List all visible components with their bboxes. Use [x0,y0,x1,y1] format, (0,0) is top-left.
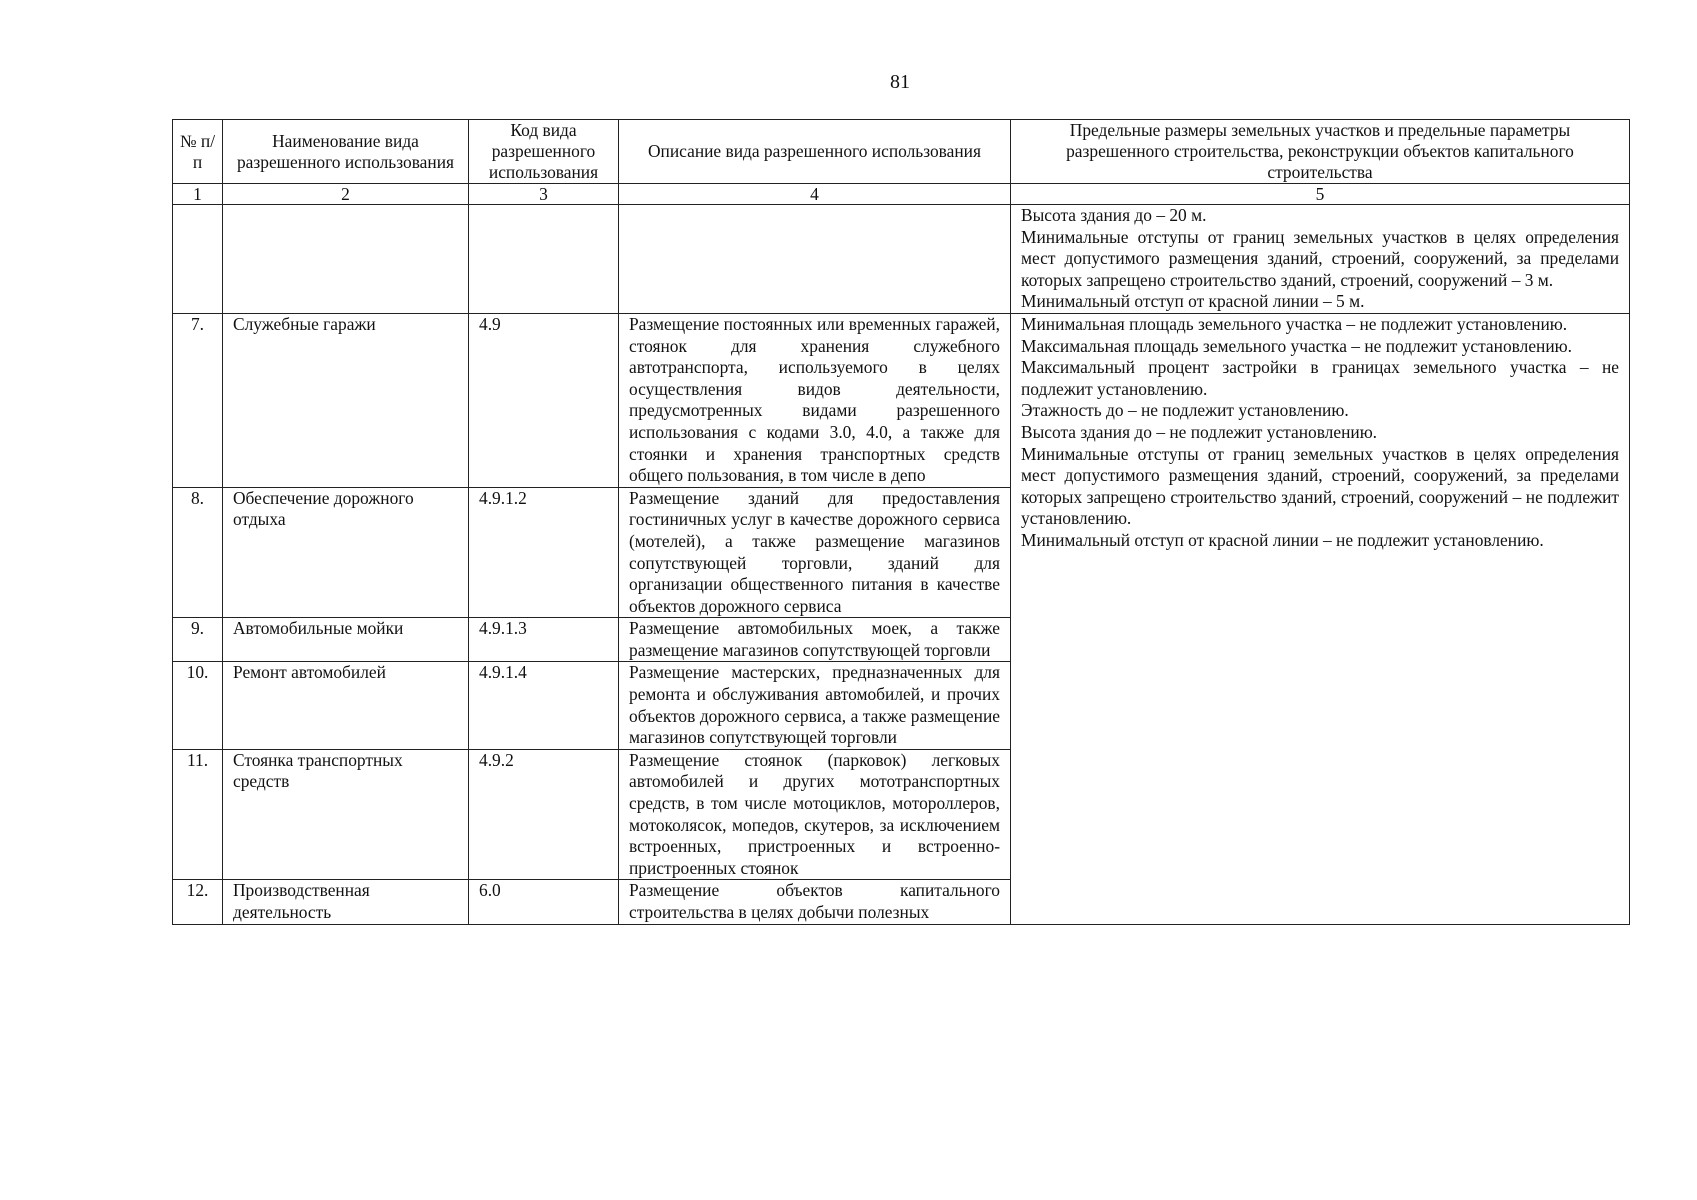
row-number: 11. [173,749,223,880]
row-number: 10. [173,662,223,749]
empty-cell [469,205,619,314]
empty-cell [619,205,1011,314]
empty-cell [223,205,469,314]
use-name: Производственная деятельность [223,880,469,924]
use-name: Автомобильные мойки [223,618,469,662]
column-number: 5 [1011,184,1630,205]
use-code: 4.9.1.3 [469,618,619,662]
row-number: 12. [173,880,223,924]
continuation-params-cell [1011,205,1630,314]
header-use-description: Описание вида разрешенного использования [619,120,1011,184]
use-description: Размещение зданий для предоставления гостиничных услуг в качестве дорожного сервиса (мотелей), а также размещение магазинов сопутствующей торговли, зданий для организации общественного питания в качестве объектов дорожного сервиса [619,487,1011,618]
header-use-code: Код вида разрешенного использования [469,120,619,184]
empty-cell [173,205,223,314]
column-number: 2 [223,184,469,205]
header-number: № п/п [173,120,223,184]
use-description: Размещение постоянных или временных гаражей, стоянок для хранения служебного автотранспорта, используемого в целях осуществления видов деятельности, предусмотренных видами разрешенного использования с кодами 3.0, 4.0, а также для стоянки и хранения транспортных средств общего пользования, в том числе в депо [619,313,1011,487]
param-line: Минимальные отступы от границ земельных участков в целях определения мест допустимого размещения зданий, строений, сооружений, за пределами которых запрещено строительство зданий, строений, сооружений – не подлежит установлению. [1021,443,1619,529]
table-row [173,313,1630,487]
group-params-cell [1011,313,1630,924]
table-header-row [173,120,1630,184]
param-line: Минимальная площадь земельного участка – не подлежит установлению. [1021,313,1568,334]
row-number: 7. [173,313,223,487]
use-description: Размещение мастерских, предназначенных для ремонта и обслуживания автомобилей, и прочих объектов дорожного сервиса, а также размещение магазинов сопутствующей торговли [619,662,1011,749]
continuation-row [173,205,1630,314]
row-number: 8. [173,487,223,618]
use-description: Размещение стоянок (парковок) легковых автомобилей и других мототранспортных средств, в том числе мотоциклов, мотороллеров, мотоколясок, мопедов, скутеров, за исключением встроенных, пристроенных и встроенно-пристроенных стоянок [619,749,1011,880]
param-line: Высота здания до – 20 м. [1021,205,1207,225]
column-number: 1 [173,184,223,205]
header-use-name: Наименование вида разрешенного использования [223,120,469,184]
param-line: Минимальные отступы от границ земельных участков в целях определения мест допустимого размещения зданий, строений, сооружений, за пределами которых запрещено строительство зданий, строений, сооружений – 3 м. [1021,226,1619,290]
param-line: Минимальный отступ от красной линии – 5 м. [1021,291,1365,312]
param-line: Этажность до – не подлежит установлению. [1021,400,1349,421]
param-line: Высота здания до – не подлежит установлению. [1021,421,1378,442]
param-line: Максимальная площадь земельного участка – не подлежит установлению. [1021,335,1572,356]
use-name: Обеспечение дорожного отдыха [223,487,469,618]
header-limit-parameters: Предельные размеры земельных участков и предельные параметры разрешенного строительства, реконструкции объектов капитального строительства [1011,120,1630,184]
use-code: 4.9 [469,313,619,487]
use-name: Служебные гаражи [223,313,469,487]
use-code: 4.9.1.4 [469,662,619,749]
use-name: Ремонт автомобилей [223,662,469,749]
use-code: 4.9.2 [469,749,619,880]
use-code: 4.9.1.2 [469,487,619,618]
column-number-row [173,184,1630,205]
use-code: 6.0 [469,880,619,924]
param-line: Минимальный отступ от красной линии – не подлежит установлению. [1021,529,1544,550]
column-number: 4 [619,184,1011,205]
page-number: 81 [890,71,910,93]
param-line: Максимальный процент застройки в границах земельного участка – не подлежит установлению. [1021,357,1619,399]
use-description: Размещение автомобильных моек, а также размещение магазинов сопутствующей торговли [619,618,1011,662]
column-number: 3 [469,184,619,205]
use-name: Стоянка транспортных средств [223,749,469,880]
row-number: 9. [173,618,223,662]
use-description: Размещение объектов капитального строительства в целях добычи полезных [619,880,1011,924]
permitted-use-table [172,119,1630,925]
